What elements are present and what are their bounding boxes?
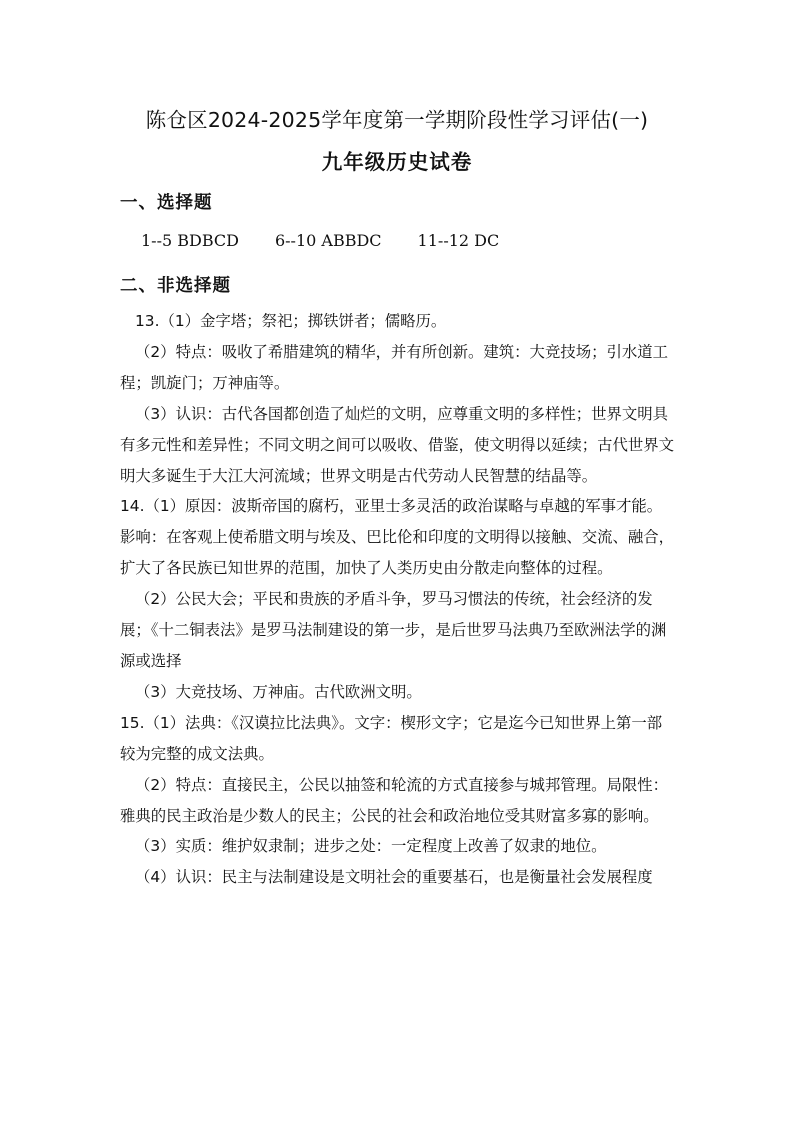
- answer-paragraph: 15.（1）法典：《汉谟拉比法典》。文字：楔形文字；它是迄今已知世界上第一部较为完整的成文法典。: [120, 713, 663, 763]
- answer-paragraph: （2）特点：直接民主，公民以抽签和轮流的方式直接参与城邦管理。局限性：雅典的民主政治是少数人的民主；公民的社会和政治地位受其财富多寡的影响。: [120, 775, 669, 825]
- answer-paragraph: （2）公民大会；平民和贵族的矛盾斗争，罗马习惯法的传统，社会经济的发展；《十二铜表法》是罗马法制建设的第一步，是后世罗马法典乃至欧洲法学的渊源或选择: [120, 590, 667, 670]
- page-title: 陈仓区2024-2025学年度第一学期阶段性学习评估(一): [145, 108, 649, 132]
- page-subtitle: 九年级历史试卷: [321, 150, 473, 174]
- answer-paragraph: （3）认识：古代各国都创造了灿烂的文明，应尊重文明的多样性；世界文明具有多元性和差异性；不同文明之间可以吸收、借鉴，使文明得以延续；古代世界文明大多诞生于大江大河流域；世界文明是古代劳动人民智慧的结晶等。: [120, 404, 675, 485]
- answer-paragraph: 影响：在客观上使希腊文明与埃及、巴比伦和印度的文明得以接触、交流、融合，扩大了各民族已知世界的范围，加快了人类历史由分散走向整体的过程。: [120, 528, 675, 578]
- section-heading-nonchoice: 二、非选择题: [120, 276, 231, 296]
- answer-paragraph: （2）特点：吸收了希腊建筑的精华，并有所创新。建筑：大竞技场；引水道工程；凯旋门；万神庙等。: [120, 342, 669, 392]
- answer-group: 6--10 ABBDC: [274, 231, 382, 250]
- answer-paragraph: 14.（1）原因：波斯帝国的腐朽，亚里士多灵活的政治谋略与卓越的军事才能。: [120, 497, 663, 516]
- choice-answers: [141, 231, 499, 250]
- answer-paragraph: （3）大竞技场、万神庙。古代欧洲文明。: [135, 682, 422, 701]
- section-heading-choice: 一、选择题: [120, 193, 213, 213]
- answer-body: [120, 306, 676, 893]
- answer-group: 11--12 DC: [417, 231, 500, 250]
- answer-paragraph: （4）认识：民主与法制建设是文明社会的重要基石，也是衡量社会发展程度: [135, 868, 653, 887]
- answer-paragraph: 13.（1）金字塔；祭祀；掷铁饼者；儒略历。: [135, 312, 447, 330]
- answer-group: 1--5 BDBCD: [141, 231, 239, 250]
- answer-paragraph: （3）实质：维护奴隶制；进步之处：一定程度上改善了奴隶的地位。: [135, 837, 607, 856]
